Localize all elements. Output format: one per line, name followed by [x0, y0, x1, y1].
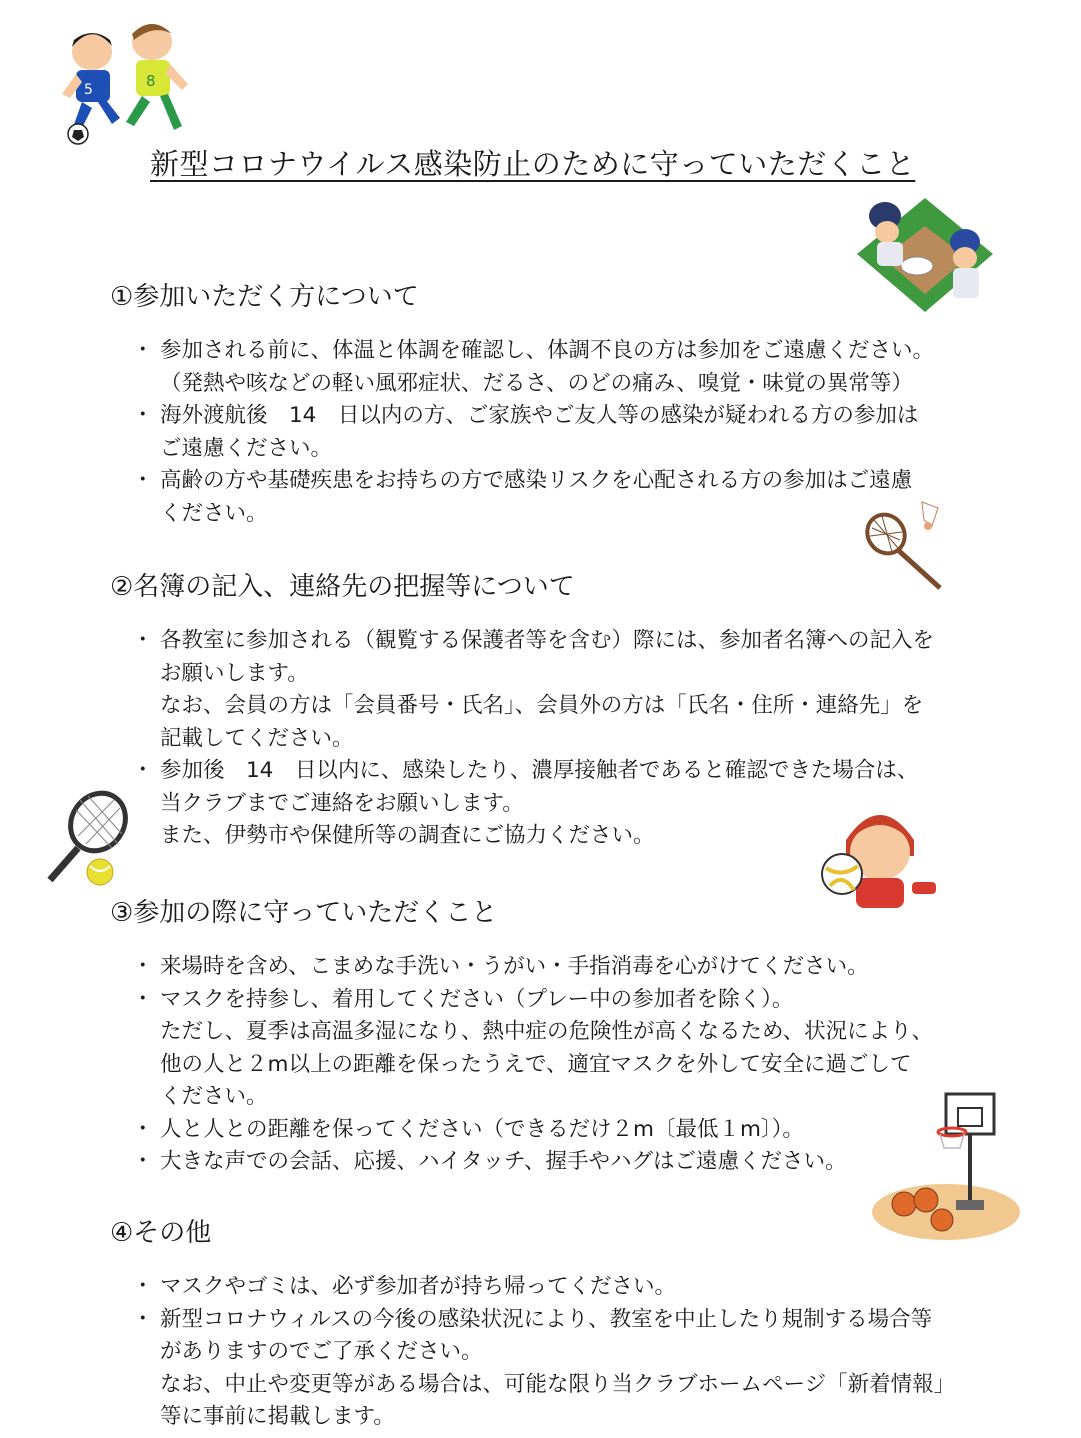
- item-line: ・ マスクを持参し、着用してください（プレー中の参加者を除く）。: [160, 986, 794, 1012]
- item-line: 等に事前に掲載します。: [160, 1404, 395, 1429]
- tennis-racket-illustration: [42, 786, 136, 888]
- item-line: ・ 参加後 14 日以内に、感染したり、濃厚接触者であると確認できた場合は、: [160, 758, 919, 783]
- list-item: [148, 1114, 990, 1147]
- item-list: [110, 951, 990, 1179]
- item-line: ご遠慮ください。: [160, 435, 333, 461]
- list-item: [148, 335, 990, 400]
- list-item: [148, 400, 990, 465]
- item-line: 記載してください。: [160, 725, 354, 751]
- list-item: [148, 984, 990, 1114]
- section-rules: [110, 892, 990, 1179]
- item-list: [110, 1271, 990, 1434]
- item-line: ・ 参加される前に、体温と体調を確認し、体調不良の方は参加をご遠慮ください。: [160, 338, 935, 363]
- item-line: 他の人と２m以上の距離を保ったうえで、適宜マスクを外して安全に過ごして: [160, 1051, 912, 1077]
- item-line: なお、会員の方は「会員番号・氏名」、会員外の方は「氏名・住所・連絡先」を: [160, 693, 924, 718]
- item-line: ・ 高齢の方や基礎疾患をお持ちの方で感染リスクを心配される方の参加はご遠慮: [160, 468, 913, 493]
- item-line: ・ 来場時を含め、こまめな手洗い・うがい・手指消毒を心がけてください。: [160, 954, 869, 979]
- list-item: [148, 1304, 990, 1434]
- item-list: [110, 335, 990, 530]
- list-item: [148, 1271, 990, 1304]
- item-line: ください。: [160, 1084, 268, 1109]
- svg-text:8: 8: [146, 72, 156, 90]
- list-item: [148, 951, 990, 984]
- item-line: ・ マスクやゴミは、必ず参加者が持ち帰ってください。: [160, 1274, 677, 1299]
- section-heading: ①参加いただく方について: [110, 282, 419, 312]
- item-line: お願いします。: [160, 660, 309, 686]
- item-line: ・ 人と人との距離を保ってください（できるだけ２m〔最低１m〕）。: [160, 1116, 804, 1142]
- item-line: がありますのでご了承ください。: [160, 1339, 483, 1364]
- item-line: ください。: [160, 500, 268, 526]
- svg-text:5: 5: [84, 82, 93, 98]
- item-line: （発熱や咳などの軽い風邪症状、だるさ、のどの痛み、嗅覚・味覚の異常等）: [160, 370, 913, 396]
- item-line: なお、中止や変更等がある場合は、可能な限り当クラブホームページ「新着情報」: [160, 1371, 956, 1397]
- section-other: [110, 1212, 990, 1434]
- soccer-players-illustration: [62, 12, 192, 147]
- item-line: ・ 新型コロナウィルスの今後の感染状況により、教室を中止したり規制する場合等: [160, 1306, 933, 1332]
- section-heading: ②名簿の記入、連絡先の把握等について: [110, 572, 575, 602]
- item-line: ・ 各教室に参加される（観覧する保護者等を含む）際には、参加者名簿への記入を: [160, 628, 935, 653]
- item-line: ・ 大きな声での会話、応援、ハイタッチ、握手やハグはご遠慮ください。: [160, 1149, 847, 1174]
- item-line: 当クラブまでご連絡をお願いします。: [160, 790, 524, 816]
- list-item: [148, 1146, 990, 1179]
- list-item: [148, 625, 990, 755]
- page-title: 新型コロナウイルス感染防止のために守っていただくこと: [150, 147, 916, 181]
- section-heading: ③参加の際に守っていただくこと: [110, 898, 498, 928]
- item-line: ・ 海外渡航後 14 日以内の方、ご家族やご友人等の感染が疑われる方の参加は: [160, 403, 919, 428]
- item-line: ただし、夏季は高温多湿になり、熱中症の危険性が高くなるため、状況により、: [160, 1019, 934, 1044]
- item-line: また、伊勢市や保健所等の調査にご協力ください。: [160, 823, 655, 848]
- section-heading: ④その他: [110, 1218, 212, 1248]
- section-participants: [110, 276, 990, 530]
